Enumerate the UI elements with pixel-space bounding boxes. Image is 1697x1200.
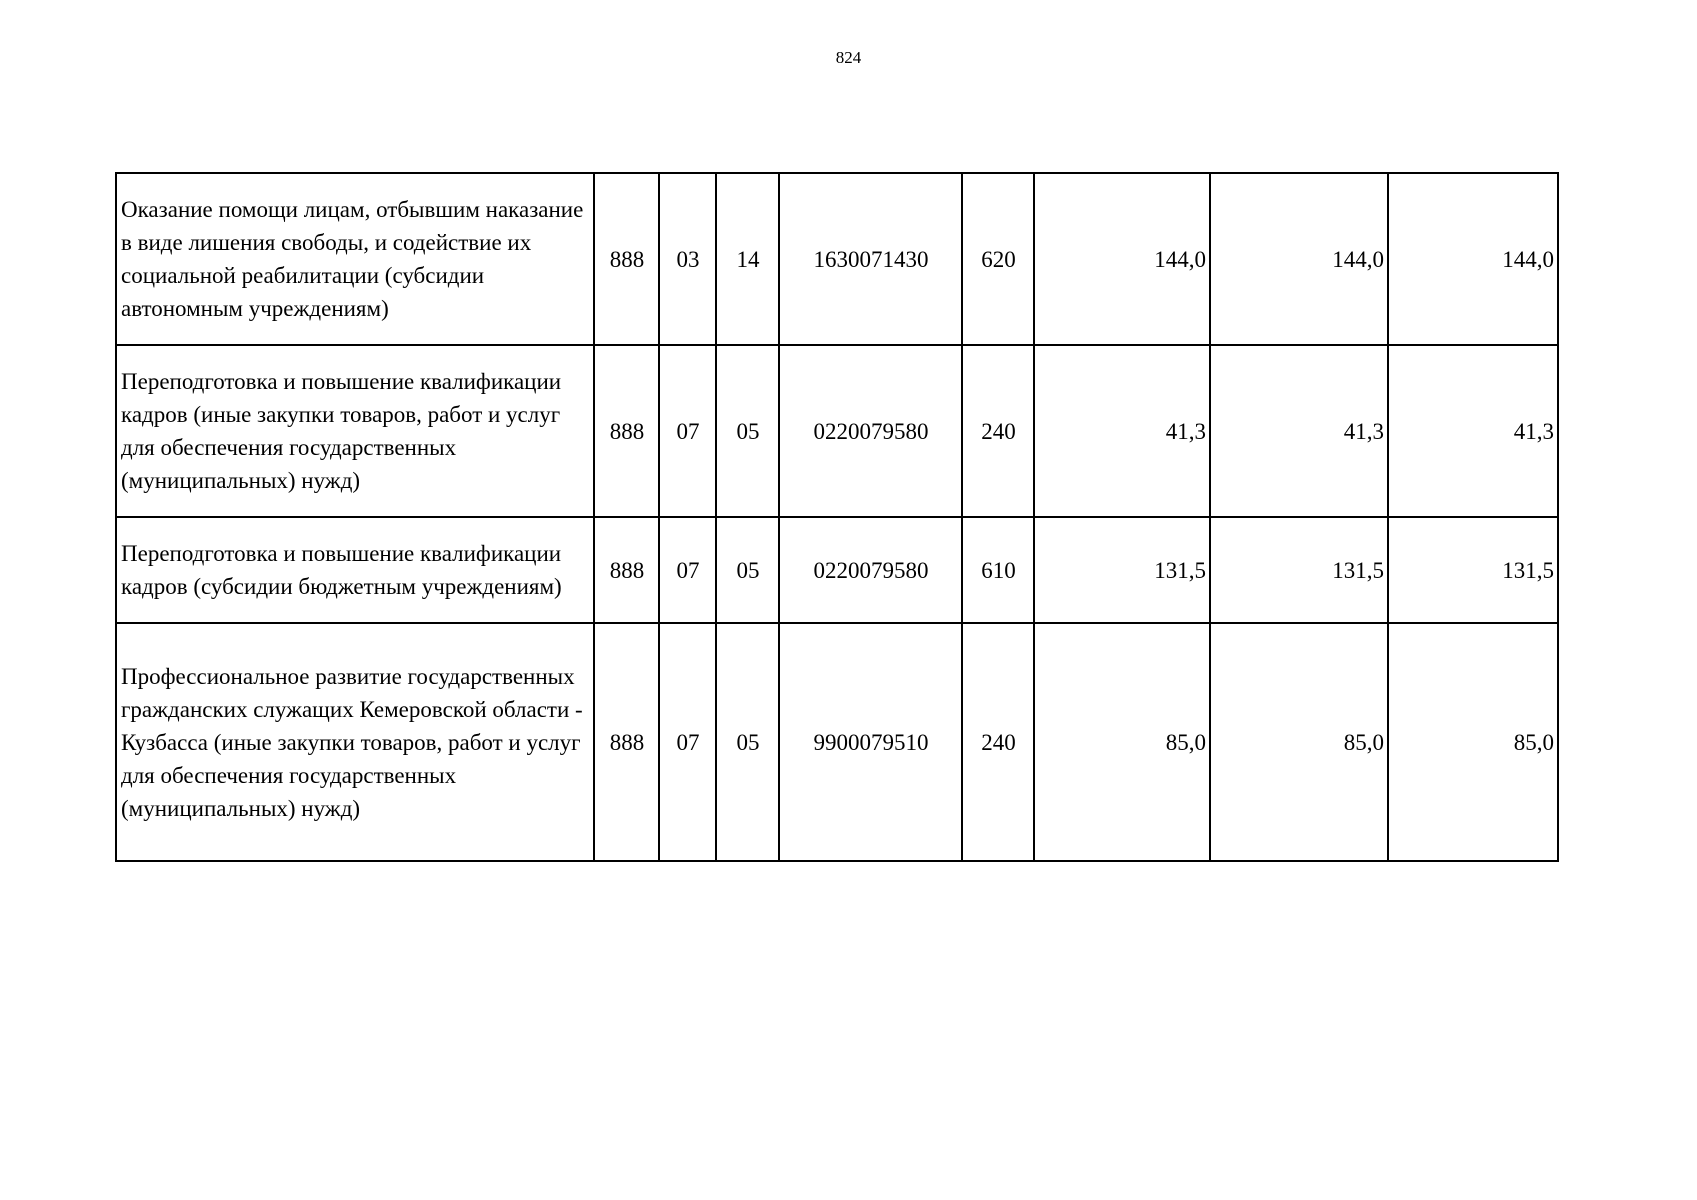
table-row	[116, 173, 1558, 345]
ministry-code: 888	[594, 345, 659, 517]
table-row	[116, 517, 1558, 623]
amount-year-2: 144,0	[1210, 173, 1388, 345]
amount-year-3: 41,3	[1388, 345, 1558, 517]
amount-year-3: 131,5	[1388, 517, 1558, 623]
amount-year-2: 85,0	[1210, 623, 1388, 861]
amount-year-3: 144,0	[1388, 173, 1558, 345]
subsection-code: 05	[716, 623, 779, 861]
amount-year-1: 144,0	[1034, 173, 1210, 345]
amount-year-1: 41,3	[1034, 345, 1210, 517]
section-code: 07	[659, 517, 716, 623]
row-description: Переподготовка и повышение квалификации кадров (иные закупки товаров, работ и услуг для обеспечения государственных (муниципальных) нужд)	[116, 345, 594, 517]
amount-year-1: 85,0	[1034, 623, 1210, 861]
amount-year-2: 41,3	[1210, 345, 1388, 517]
amount-year-3: 85,0	[1388, 623, 1558, 861]
ministry-code: 888	[594, 517, 659, 623]
target-article-code: 9900079510	[779, 623, 962, 861]
target-article-code: 0220079580	[779, 345, 962, 517]
target-article-code: 0220079580	[779, 517, 962, 623]
expense-type-code: 240	[962, 345, 1034, 517]
table-row	[116, 345, 1558, 517]
expense-type-code: 610	[962, 517, 1034, 623]
section-code: 07	[659, 623, 716, 861]
page-number: 824	[835, 48, 862, 67]
expense-type-code: 240	[962, 623, 1034, 861]
subsection-code: 05	[716, 517, 779, 623]
amount-year-2: 131,5	[1210, 517, 1388, 623]
ministry-code: 888	[594, 623, 659, 861]
expense-type-code: 620	[962, 173, 1034, 345]
ministry-code: 888	[594, 173, 659, 345]
section-code: 03	[659, 173, 716, 345]
row-description: Оказание помощи лицам, отбывшим наказание в виде лишения свободы, и содействие их социальной реабилитации (субсидии автономным учреждениям)	[116, 173, 594, 345]
target-article-code: 1630071430	[779, 173, 962, 345]
section-code: 07	[659, 345, 716, 517]
row-description: Переподготовка и повышение квалификации кадров (субсидии бюджетным учреждениям)	[116, 517, 594, 623]
row-description: Профессиональное развитие государственных гражданских служащих Кемеровской области - Кузбасса (иные закупки товаров, работ и услуг для обеспечения государственных (муниципальных) нужд)	[116, 623, 594, 861]
subsection-code: 05	[716, 345, 779, 517]
table-row	[116, 623, 1558, 861]
budget-table	[115, 172, 1559, 862]
amount-year-1: 131,5	[1034, 517, 1210, 623]
subsection-code: 14	[716, 173, 779, 345]
